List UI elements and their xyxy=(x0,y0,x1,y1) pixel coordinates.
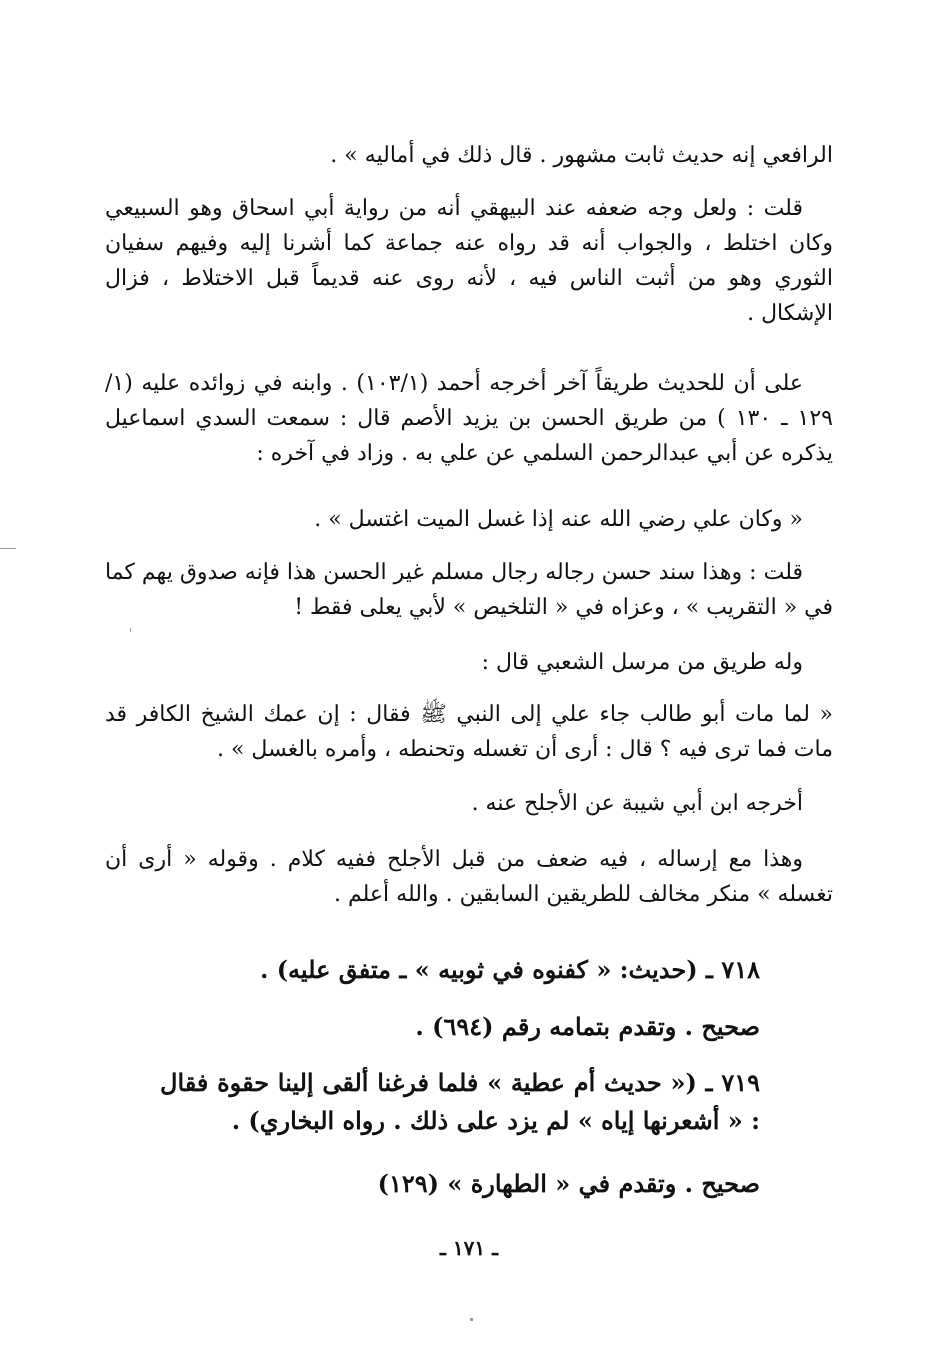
paragraph-3: على أن للحديث طريقاً آخر أخرجه أحمد (١٠٣/١) . وابنه في زوائده عليه (١/ ١٢٩ ـ ١٣٠ ) من طريق الحسن بن يزيد الأصم قال : سمعت السدي اسماعيل يذكره عن أبي عبدالرحمن السلمي عن علي به . وزاد في آخره : xyxy=(105,371,833,466)
paragraph-5: وله طريق من مرسل الشعبي قال : xyxy=(481,650,803,675)
margin-mark xyxy=(0,548,16,549)
hadith-719-grade: صحيح . وتقدم في « الطهارة » (١٢٩) xyxy=(377,1169,760,1198)
hadith-718-title: ٧١٨ ـ (حديث: « كفنوه في ثوبيه » ـ متفق عليه) . xyxy=(259,955,760,984)
margin-mark xyxy=(470,1318,473,1321)
paragraph-7: وهذا مع إرساله ، فيه ضعف من قبل الأجلح ففيه كلام . وقوله « أرى أن تغسله » منكر مخالف للطريقين السابقين . والله أعلم . xyxy=(105,847,833,907)
quote-ali: « وكان علي رضي الله عنه إذا غسل الميت اغتسل » . xyxy=(314,507,803,532)
paragraph-2: قلت : ولعل وجه ضعفه عند البيهقي أنه من رواية أبي اسحاق وهو السبيعي وكان اختلط ، والجواب أنه قد رواه عنه جماعة كما أشرنا إليه وفيهم سفيان الثوري وهو من أثبت الناس فيه ، لأنه روى عنه قديماً قبل الاختلاط ، فزال الإشكال . xyxy=(105,196,833,326)
quote-abu-talib: « لما مات أبو طالب جاء علي إلى النبي ﷺ فقال : إن عمك الشيخ الكافر قد مات فما ترى فيه ؟ قال : أرى أن تغسله وتحنطه ، وأمره بالغسل » . xyxy=(105,702,833,762)
hadith-719-title: ٧١٩ ـ (« حديث أم عطية » فلما فرغنا ألقى إلينا حقوة فقال : « أشعرنها إياه » لم يزد على ذلك . رواه البخاري) . xyxy=(160,1068,760,1135)
paragraph-6: أخرجه ابن أبي شيبة عن الأجلح عنه . xyxy=(471,791,803,816)
margin-mark xyxy=(130,628,131,632)
hadith-718-grade: صحيح . وتقدم بتمامه رقم (٦٩٤) . xyxy=(415,1012,760,1041)
paragraph-4: قلت : وهذا سند حسن رجاله رجال مسلم غير الحسن هذا فإنه صدوق يهم كما في « التقريب » ، وعزاه في « التلخيص » لأبي يعلى فقط ! xyxy=(105,560,833,620)
paragraph-1: الرافعي إنه حديث ثابت مشهور . قال ذلك في أماليه » . xyxy=(330,143,833,168)
page-number: ـ ١٧١ ـ xyxy=(440,1236,498,1260)
